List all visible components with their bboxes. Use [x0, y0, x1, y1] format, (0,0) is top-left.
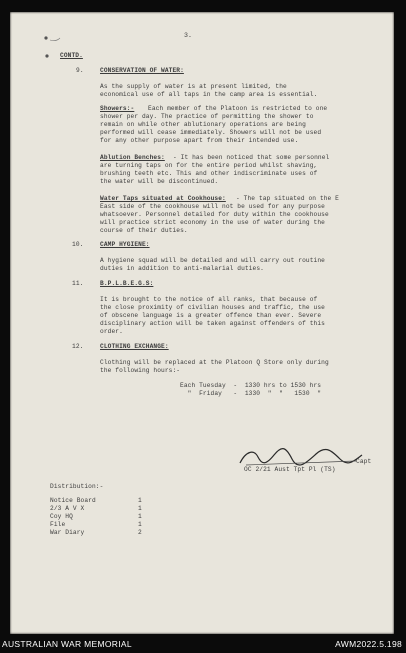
section-11-text-line: order. [100, 328, 123, 335]
section-10-text-line: duties in addition to anti-malarial duties. [100, 265, 264, 272]
showers-text-line: shower per day. The practice of permitting the shower to [100, 113, 314, 120]
ablution-text-line: the water will be discontinued. [100, 178, 219, 185]
ablution-heading: Ablution Benches: [100, 154, 165, 161]
cookhouse-heading: Water Taps situated at Cookhouse: [100, 195, 226, 202]
section-9-number: 9. [76, 67, 84, 74]
section-10-title: CAMP HYGIENE: [100, 241, 150, 248]
section-11-number: 11. [72, 280, 84, 287]
distribution-item-name: File [50, 521, 66, 528]
section-11-text-line: of obscene language is a greater offence than ever. Severe [100, 312, 322, 319]
cookhouse-text-line: - The tap situated on the E [236, 195, 339, 202]
ablution-text-line: are turning taps on for the entire period whilst shaving, [100, 162, 318, 169]
section-9-title: CONSERVATION OF WATER: [100, 67, 184, 74]
distribution-item-qty: 1 [138, 505, 142, 512]
signature-rank: Capt [356, 458, 372, 465]
section-12-hours-line: " Friday - 1330 " " 1530 " [180, 390, 322, 397]
distribution-item-name: War Diary [50, 529, 85, 536]
cookhouse-text-line: course of their duties. [100, 227, 188, 234]
distribution-item-name: Notice Board [50, 497, 96, 504]
footer-institution: AUSTRALIAN WAR MEMORIAL [2, 639, 132, 649]
ablution-text-line: brushing teeth etc. This and other indiscriminate uses of [100, 170, 318, 177]
section-12-text-line: the following hours:- [100, 367, 181, 374]
signature-line: OC 2/21 Aust Tpt Pl (TS) [244, 466, 336, 473]
page-heading: CONTD. [60, 52, 83, 59]
section-11-title: B.P.L.B.E.G.S: [100, 280, 154, 287]
section-11-text-line: the close proximity of civilian houses and traffic, the use [100, 304, 325, 311]
cookhouse-text-line: East side of the cookhouse will not be used for any purpose [100, 203, 325, 210]
ablution-text-line: - It has been noticed that some personnel [173, 154, 330, 161]
showers-text-line: for any other purpose apart from their intended use. [100, 137, 299, 144]
page-number: 3. [184, 32, 193, 39]
distribution-item-name: 2/3 A V X [50, 505, 85, 512]
showers-text-line: performed will cease immediately. Showers will not be used [100, 129, 322, 136]
distribution-item-name: Coy HQ [50, 513, 73, 520]
cookhouse-text-line: will practice strict economy in the use of water during the [100, 219, 325, 226]
section-11-text-line: disciplinary action will be taken against offenders of this [100, 320, 325, 327]
section-12-number: 12. [72, 343, 84, 350]
section-11-text-line: It is brought to the notice of all ranks, that because of [100, 296, 318, 303]
footer-accession-number: AWM2022.5.198 [335, 639, 402, 649]
showers-text-line: Each member of the Platoon is restricted to one [148, 105, 328, 112]
showers-text-line: remain on while other ablutionary operations are being [100, 121, 306, 128]
section-9-intro-line: economical use of all taps in the camp area is essential. [100, 91, 318, 98]
distribution-item-qty: 1 [138, 497, 142, 504]
section-12-hours-line: Each Tuesday - 1330 hrs to 1530 hrs [180, 382, 322, 389]
cookhouse-text-line: whatsoever. Personnel detailed for duty within the cookhouse [100, 211, 329, 218]
section-10-number: 10. [72, 241, 84, 248]
distribution-item-qty: 2 [138, 529, 142, 536]
distribution-item-qty: 1 [138, 521, 142, 528]
distribution-title: Distribution:- [50, 483, 104, 490]
document-page [10, 12, 394, 634]
section-12-title: CLOTHING EXCHANGE: [100, 343, 169, 350]
section-9-intro-line: As the supply of water is at present limited, the [100, 83, 287, 90]
distribution-item-qty: 1 [138, 513, 142, 520]
section-12-text-line: Clothing will be replaced at the Platoon Q Store only during [100, 359, 329, 366]
showers-heading: Showers:- [100, 105, 135, 112]
section-10-text-line: A hygiene squad will be detailed and will carry out routine [100, 257, 325, 264]
